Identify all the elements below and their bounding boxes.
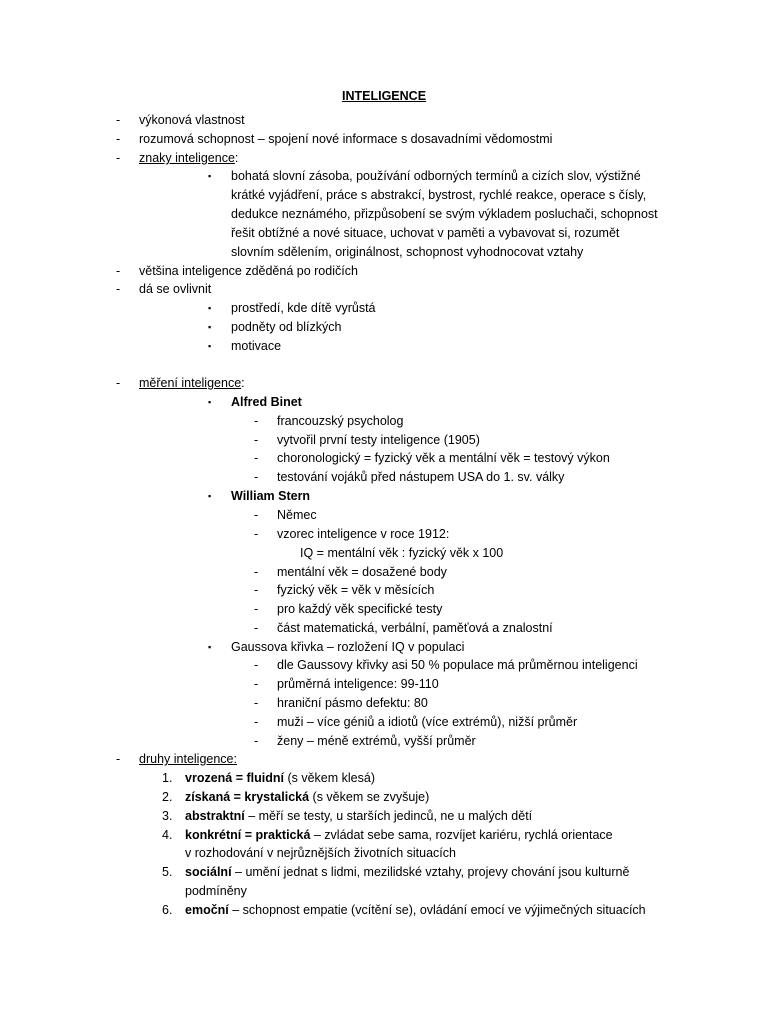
item-term: konkrétní = praktická bbox=[185, 828, 311, 842]
dash-bullet: - bbox=[254, 508, 259, 522]
list-item: část matematická, verbální, paměťová a znalostní bbox=[277, 621, 553, 635]
dash-bullet: - bbox=[254, 433, 259, 447]
list-item: motivace bbox=[231, 339, 282, 353]
list-item: dle Gaussovy křivky asi 50 % populace má průměrnou inteligenci bbox=[277, 658, 638, 672]
list-item: muži – více géniů a idiotů (více extrémů), nižší průměr bbox=[277, 715, 578, 729]
list-item: podněty od blízkých bbox=[231, 320, 342, 334]
item-term: vrozená = fluidní bbox=[185, 771, 284, 785]
dash-bullet: - bbox=[254, 565, 259, 579]
dash-bullet: - bbox=[254, 527, 259, 541]
list-item: testování vojáků před nástupem USA do 1. sv. války bbox=[277, 470, 565, 484]
item-description: – umění jednat s lidmi, mezilidské vztahy, projevy chování jsou kulturně bbox=[231, 865, 630, 879]
square-bullet: ▪ bbox=[208, 642, 212, 652]
dash-bullet: - bbox=[116, 264, 121, 278]
list-item-continuation: krátké vyjádření, práce s abstrakcí, bystrost, rychlé reakce, operace s čísly, bbox=[231, 188, 647, 202]
dash-bullet: - bbox=[254, 583, 259, 597]
dash-bullet: - bbox=[254, 715, 259, 729]
list-item: výkonová vlastnost bbox=[139, 113, 245, 127]
list-item: francouzský psycholog bbox=[277, 414, 404, 428]
subsection-heading: Gaussova křivka – rozložení IQ v populaci bbox=[231, 640, 465, 654]
section-heading-text: měření inteligence bbox=[139, 376, 242, 390]
item-term: získaná = krystalická bbox=[185, 790, 310, 804]
item-term: emoční bbox=[185, 903, 229, 917]
square-bullet: ▪ bbox=[208, 491, 212, 501]
list-item: choronologický = fyzický věk a mentální věk = testový výkon bbox=[277, 451, 610, 465]
dash-bullet: - bbox=[254, 658, 259, 672]
list-item: mentální věk = dosažené body bbox=[277, 565, 447, 579]
dash-bullet: - bbox=[254, 677, 259, 691]
section-heading-text: znaky inteligence bbox=[139, 151, 235, 165]
item-description: (s věkem se zvyšuje) bbox=[309, 790, 430, 804]
item-term: sociální bbox=[185, 865, 232, 879]
list-number: 3. bbox=[162, 809, 173, 823]
numbered-item-continuation: v rozhodování v nejrůznějších životních situacích bbox=[185, 846, 456, 860]
list-number: 5. bbox=[162, 865, 173, 879]
list-item-continuation: slovním sdělením, originálnost, schopnost vyhodnocovat vztahy bbox=[231, 245, 584, 259]
numbered-item bbox=[185, 788, 429, 806]
heading-colon: : bbox=[241, 376, 245, 390]
dash-bullet: - bbox=[254, 602, 259, 616]
dash-bullet: - bbox=[254, 451, 259, 465]
list-number: 2. bbox=[162, 790, 173, 804]
list-item: pro každý věk specifické testy bbox=[277, 602, 443, 616]
dash-bullet: - bbox=[116, 113, 121, 127]
page-title: INTELIGENCE bbox=[342, 89, 427, 103]
list-item: rozumová schopnost – spojení nové informace s dosavadními vědomostmi bbox=[139, 132, 553, 146]
dash-bullet: - bbox=[116, 282, 121, 296]
dash-bullet: - bbox=[116, 132, 121, 146]
list-item-continuation: řešit obtížné a nové situace, uchovat v paměti a vybavovat si, rozumět bbox=[231, 226, 620, 240]
numbered-item bbox=[185, 807, 532, 825]
list-item: vzorec inteligence v roce 1912: bbox=[277, 527, 450, 541]
list-item: prostředí, kde dítě vyrůstá bbox=[231, 301, 376, 315]
list-item: bohatá slovní zásoba, používání odborných termínů a cizích slov, výstižné bbox=[231, 169, 641, 183]
section-heading bbox=[139, 374, 245, 392]
heading-colon: : bbox=[234, 151, 239, 165]
dash-bullet: - bbox=[254, 696, 259, 710]
subsection-heading: Alfred Binet bbox=[231, 395, 302, 409]
square-bullet: ▪ bbox=[208, 397, 212, 407]
square-bullet: ▪ bbox=[208, 322, 212, 332]
list-item: většina inteligence zděděná po rodičích bbox=[139, 264, 358, 278]
item-description: (s věkem klesá) bbox=[283, 771, 375, 785]
dash-bullet: - bbox=[116, 151, 121, 165]
dash-bullet: - bbox=[254, 734, 259, 748]
square-bullet: ▪ bbox=[208, 303, 212, 313]
section-heading bbox=[139, 149, 238, 167]
square-bullet: ▪ bbox=[208, 341, 212, 351]
numbered-item bbox=[185, 901, 646, 919]
dash-bullet: - bbox=[254, 621, 259, 635]
list-item: fyzický věk = věk v měsících bbox=[277, 583, 435, 597]
list-item-continuation: dedukce neznámého, přizpůsobení se svým výkladem posluchači, schopnost bbox=[231, 207, 658, 221]
dash-bullet: - bbox=[254, 414, 259, 428]
numbered-item bbox=[185, 769, 375, 787]
numbered-item-continuation: podmíněny bbox=[185, 884, 247, 898]
numbered-item bbox=[185, 863, 629, 881]
item-description: – měří se testy, u starších jedinců, ne u malých dětí bbox=[244, 809, 533, 823]
list-item: hraniční pásmo defektu: 80 bbox=[277, 696, 428, 710]
list-number: 6. bbox=[162, 903, 173, 917]
list-item: průměrná inteligence: 99-110 bbox=[277, 677, 439, 691]
dash-bullet: - bbox=[116, 752, 121, 766]
numbered-item bbox=[185, 826, 613, 844]
item-description: – zvládat sebe sama, rozvíjet kariéru, rychlá orientace bbox=[310, 828, 613, 842]
list-item: Němec bbox=[277, 508, 317, 522]
list-item: vytvořil první testy inteligence (1905) bbox=[277, 433, 480, 447]
section-heading: druhy inteligence: bbox=[139, 752, 237, 766]
dash-bullet: - bbox=[254, 470, 259, 484]
list-item: ženy – méně extrémů, vyšší průměr bbox=[277, 734, 476, 748]
formula: IQ = mentální věk : fyzický věk x 100 bbox=[300, 546, 504, 560]
list-number: 1. bbox=[162, 771, 173, 785]
list-number: 4. bbox=[162, 828, 173, 842]
square-bullet: ▪ bbox=[208, 171, 212, 181]
list-item: dá se ovlivnit bbox=[139, 282, 212, 296]
item-term: abstraktní bbox=[185, 809, 245, 823]
subsection-heading: William Stern bbox=[231, 489, 311, 503]
dash-bullet: - bbox=[116, 376, 121, 390]
item-description: – schopnost empatie (vcítění se), ovládání emocí ve výjimečných situacích bbox=[228, 903, 646, 917]
